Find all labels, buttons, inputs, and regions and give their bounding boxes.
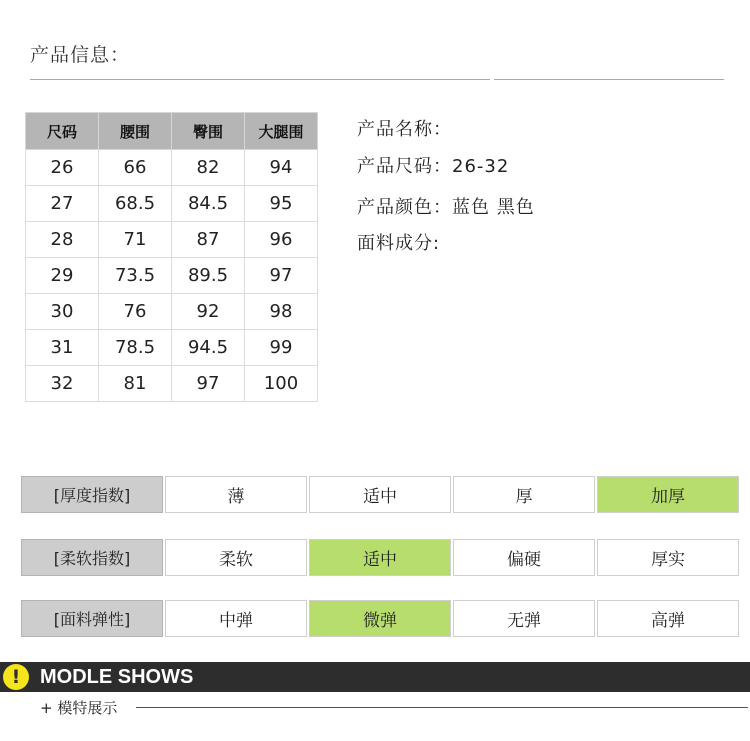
softness-option-stiff: 偏硬 [453, 539, 595, 576]
elasticity-option-high: 高弹 [597, 600, 739, 637]
title-divider-left [30, 79, 490, 80]
table-cell: 27 [26, 186, 99, 222]
thickness-index-row [21, 476, 739, 513]
table-cell: 32 [26, 366, 99, 402]
table-row [26, 330, 318, 366]
elasticity-index-row [21, 600, 739, 637]
table-row [26, 150, 318, 186]
table-cell: 96 [245, 222, 318, 258]
product-material: 面料成分: [357, 233, 441, 254]
table-cell: 100 [245, 366, 318, 402]
table-cell: 89.5 [172, 258, 245, 294]
table-cell: 73.5 [99, 258, 172, 294]
table-cell: 92 [172, 294, 245, 330]
table-cell: 99 [245, 330, 318, 366]
table-cell: 76 [99, 294, 172, 330]
thickness-option-thin: 薄 [165, 476, 307, 513]
product-name: 产品名称： [357, 119, 452, 140]
table-cell: 94.5 [172, 330, 245, 366]
softness-index-label: [柔软指数] [21, 539, 163, 576]
header-hip: 臀围 [172, 113, 245, 150]
table-cell: 29 [26, 258, 99, 294]
table-cell: 94 [245, 150, 318, 186]
table-cell: 95 [245, 186, 318, 222]
softness-option-medium: 适中 [309, 539, 451, 576]
table-cell: 97 [245, 258, 318, 294]
elasticity-option-slight: 微弹 [309, 600, 451, 637]
product-colors: 产品颜色：蓝色 黑色 [357, 197, 535, 218]
section-title: 产品信息： [30, 44, 131, 66]
table-cell: 66 [99, 150, 172, 186]
table-row [26, 186, 318, 222]
size-chart-table [25, 112, 318, 402]
table-row [26, 294, 318, 330]
table-cell: 81 [99, 366, 172, 402]
thickness-index-label: [厚度指数] [21, 476, 163, 513]
header-size: 尺码 [26, 113, 99, 150]
product-size-range: 产品尺码：26-32 [357, 156, 510, 177]
table-cell: 26 [26, 150, 99, 186]
table-row [26, 222, 318, 258]
elasticity-option-medium: 中弹 [165, 600, 307, 637]
table-cell: 78.5 [99, 330, 172, 366]
table-cell: 71 [99, 222, 172, 258]
table-cell: 84.5 [172, 186, 245, 222]
thickness-option-extra-thick: 加厚 [597, 476, 739, 513]
exclamation-icon: ! [3, 664, 29, 690]
subtitle-divider [136, 707, 748, 708]
table-cell: 82 [172, 150, 245, 186]
model-shows-title: MODLE SHOWS [40, 666, 194, 688]
softness-index-row [21, 539, 739, 576]
softness-option-firm: 厚实 [597, 539, 739, 576]
table-cell: 30 [26, 294, 99, 330]
softness-option-soft: 柔软 [165, 539, 307, 576]
table-row [26, 366, 318, 402]
table-cell: 87 [172, 222, 245, 258]
table-cell: 28 [26, 222, 99, 258]
thickness-option-medium: 适中 [309, 476, 451, 513]
header-waist: 腰围 [99, 113, 172, 150]
title-divider-right [494, 79, 724, 80]
model-shows-subtitle: + 模特展示 [40, 699, 118, 717]
table-row [26, 258, 318, 294]
size-chart-header-row [26, 113, 318, 150]
elasticity-index-label: [面料弹性] [21, 600, 163, 637]
table-cell: 98 [245, 294, 318, 330]
thickness-option-thick: 厚 [453, 476, 595, 513]
elasticity-option-none: 无弹 [453, 600, 595, 637]
table-cell: 31 [26, 330, 99, 366]
table-cell: 97 [172, 366, 245, 402]
header-thigh: 大腿围 [245, 113, 318, 150]
table-cell: 68.5 [99, 186, 172, 222]
